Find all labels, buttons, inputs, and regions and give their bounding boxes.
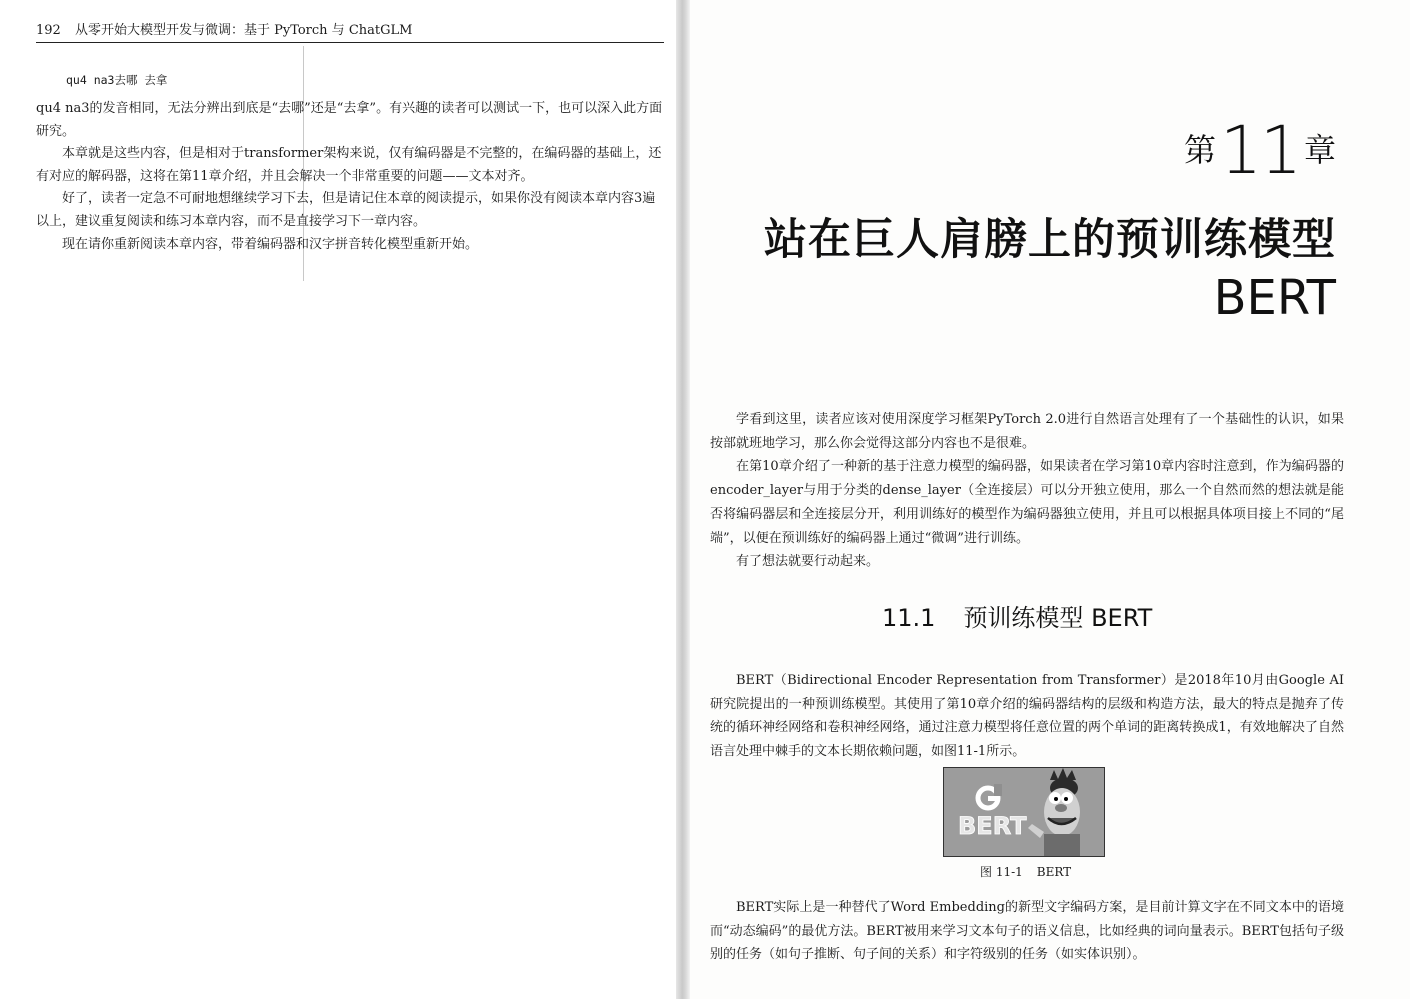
chapter-prefix: 第 [1183,131,1216,169]
figure-caption [980,863,1085,880]
paragraph: qu4 na3的发音相同，无法分辨出到底是“去哪”还是“去拿”。有兴趣的读者可以测试一下，也可以深入此方面研究。 [36,101,663,139]
right-page [690,0,1410,999]
intro-text [710,408,1344,574]
paragraph: 好了，读者一定急不可耐地想继续学习下去，但是请记住本章的阅读提示，如果你没有阅读本章内容3遍以上，建议重复阅读和练习本章内容，而不是直接学习下一章内容。 [36,191,656,229]
paragraph: 现在请你重新阅读本章内容，带着编码器和汉字拼音转化模型重新开始。 [62,236,479,252]
caption-text: BERT [1036,865,1072,879]
paragraph: 本章就是这些内容，但是相对于transformer架构来说，仅有编码器是不完整的，在编码器的基础上，还有对应的解码器，这将在第11章介绍，并且会解决一个非常重要的问题——文本对齐。 [36,146,662,184]
after-figure-text [710,896,1344,967]
section-text [710,669,1344,764]
bert-logo-text: BERT [958,812,1027,840]
section-number: 11.1 [882,604,936,632]
page-number: 192 [36,23,61,38]
bert-muppet-image [944,768,1104,856]
chapter-suffix: 章 [1303,131,1336,169]
chapter-number-digits: 11 [1220,112,1300,189]
section-title-en: BERT [1091,604,1153,632]
chapter-title: 站在巨人肩膀上的预训练模型 [764,215,1336,265]
running-header [36,22,664,43]
running-title: 从零开始大模型开发与微调：基于 PyTorch 与 ChatGLM [74,23,413,38]
paragraph: 在第10章介绍了一种新的基于注意力模型的编码器，如果读者在学习第10章内容时注意到，作为编码器的encoder_layer与用于分类的dense_layer（全连接层）可以分开独立使用，那么一个自然而然的想法就是能否将编码器层和全连接层分开，利用训练好的模型作为编码器独立使用，并且可以根据具体项目接上不同的“尾端”，以便在预训练好的编码器上通过“微调”进行训练。 [710,459,1344,546]
chapter-number [1184,112,1336,189]
book-gutter [676,0,690,999]
left-body-text [36,98,664,256]
caption-number: 图 11-1 [980,865,1023,879]
left-page [0,0,676,999]
paragraph: BERT（Bidirectional Encoder Representation from Transformer）是2018年10月由Google AI研究院提出的一种预训练模型。其使用了第10章介绍的编码器结构的层级和构造方法，最大的特点是抛弃了传统的循环神经网络和卷积神经网络，通过注意力模型将任意位置的两个单词的距离转换成1，有效地解决了自然语言处理中棘手的文本长期依赖问题，如图11-1所示。 [710,673,1344,760]
paragraph: 有了想法就要行动起来。 [736,554,880,570]
paragraph: 学看到这里，读者应该对使用深度学习框架PyTorch 2.0进行自然语言处理有了一个基础性的认识，如果按部就班地学习，那么你会觉得这部分内容也不是很难。 [710,412,1344,451]
code-line: qu4 na3去哪 去拿 [66,73,168,87]
chapter-title-en: BERT [1213,270,1336,326]
paragraph: BERT实际上是一种替代了Word Embedding的新型文字编码方案，是目前计算文字在不同文本中的语境而“动态编码”的最优方法。BERT被用来学习文本句子的语义信息，比如经典的词向量表示。BERT包括句子级别的任务（如句子推断、句子间的关系）和字符级别的任务（如实体识别）。 [710,900,1344,963]
section-heading [882,598,1152,633]
section-title: 预训练模型 [963,604,1084,632]
bert-figure [943,767,1105,857]
